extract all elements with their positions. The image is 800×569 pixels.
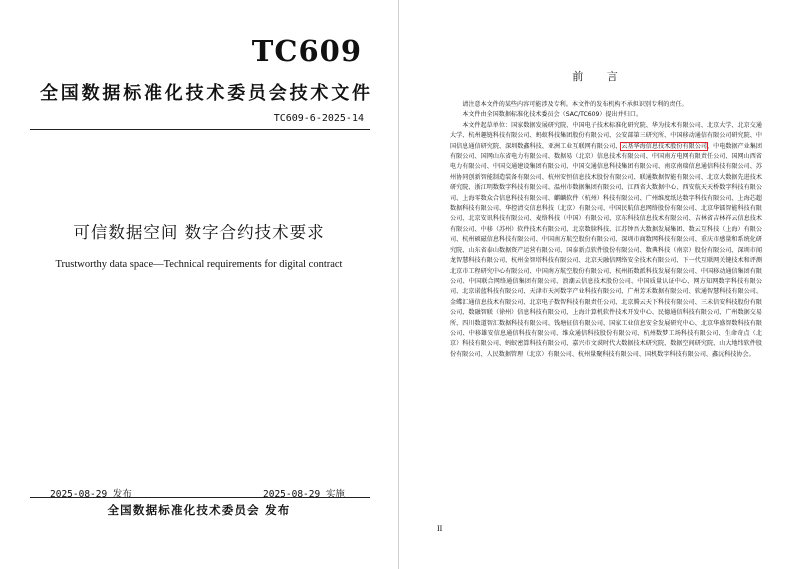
document-number: TC609-6-2025-14	[273, 113, 364, 124]
document-title-english: Trustworthy data space—Technical requirements for digital contract	[55, 259, 343, 270]
page-number: II	[437, 524, 443, 533]
drafting-units-after: 、中电数据产业集团有限公司、国网山东省电力有限公司、数据易（北京）信息技术有限公司、中国南方电网有限责任公司、国网山西省电力有限公司、中国交通建设集团有限公司、中国交通信息科技集团有限公司、南京南瑞信息通信科技有限公司、苏州协同创新智能制造装备有限公司、杭州安恒信息技术股份有限公司、联通数据智能有限公司、北京大数据先进技术研究院、浙江明数数字科技有限公司、温州市数据集团有限公司、江西省大数据中心、西安航天天桥数字科技有限公司、上海零数众合信息科技有限公司、麒麟软件（杭州）科技有限公司、广州维度纸达数字科技有限公司、上海芯超数据科技有限公司、华控清交信息科技（北京）有限公司、中国民航信息网络股份有限公司、北京华镭智能科技有限公司、北京安讯科技有限公司、麦络科技（中国）有限公司、京东科技信息技术有限公司、吉林省吉林祥云信息技术有限公司、中移（苏州）软件技术有限公司、北京数牍科技、江苏钟吾大数据发展集团、数云互科技（上海）有限公司、杭州硕磁信息科技有限公司、中国南方航空股份有限公司、深圳市商数网科技有限公司、重庆市感量和系统化研究院、山东省泰山数据资产运营有限公司、国泰新点软件股份有限公司、数典科技（南京）股份有限公司、深圳市闻龙智慧科技有限公司、杭州金智塔科技有限公司、北京天融信网络安全技术有限公司、下一代互联网关键技术和评测北京市工程研究中心有限公司、中国南方航空股份有限公司、杭州拓数派科技发展有限公司、中国移动通信集团有限公司、中国联合网络通信集团有限公司、浪潮云信息技术股份公司、中国质量认证中心、网方知网数字科技有限公司、北京诺蓝科技有限公司、天津市天河数字产业科技有限公司、广州芳禾数据有限公司、软通智慧科技有限公司、金蝶汇通信息技术有限公司、北京电子数智科技有限责任公司、北京腾云天下科技有限公司、三未信安科技股份有限公司、数融智联（徐州）信息科技有限公司、上海计算机软件技术开发中心、民德通信科技有限公司、广州数据交易所、四川数道智汇数据科技有限公司、钱塘征信有限公司、国家工业信息安全发展研究中心、北京华盛智数科技有限公司、中移雄安信息通信科技有限公司、维众通信科技股份有限公司、杭州数梦工场科技有限公司、生命奇点（北京）科技有限公司、蚂蚁密算科技有限公司、嘉兴市文谟时代大数据技术研究院、数据空间研究院、山大地纬软件股份有限公司、人民数据管理（北京）有限公司、杭州量聚科技有限公司、国机数字科技有限公司、鑫沅科技协会。	[450, 142, 763, 358]
foreword-body	[450, 100, 762, 360]
publisher-footer: 全国数据标准化技术委员会 发布	[107, 503, 291, 517]
publish-date: 2025-08-29 发布	[50, 489, 132, 500]
proposal-notice: 本文件由全国数据标准化技术委员会（SAC/TC609）提出并归口。	[462, 111, 643, 119]
highlighted-organization: 云基华海信息技术股份有限公司	[621, 142, 707, 150]
foreword-page	[400, 0, 800, 569]
implement-date: 2025-08-29 实施	[263, 489, 345, 500]
foreword-heading: 前 言	[572, 70, 628, 83]
top-rule-divider	[30, 129, 370, 130]
document-title-chinese: 可信数据空间 数字合约技术要求	[73, 223, 325, 242]
cover-page	[0, 0, 399, 569]
patent-notice: 请注意本文件的某些内容可能涉及专利。本文件的发布机构不承担识别专利的责任。	[462, 101, 688, 108]
standard-code: TC609	[251, 34, 362, 68]
drafting-units	[450, 121, 762, 360]
drafting-units-before: 本文件起草单位：国家数据发展研究院、中国电子技术标准化研究院、华为技术有限公司、北京大学、北京交通大学、杭州趣链科技有限公司、蚂蚁科技集团股份有限公司、公安部第三研究所、中国移动通信有限公司研究院、中国信息通信研究院、深圳数鑫科技、亚洲工业互联网有限公司、	[450, 121, 762, 150]
bottom-rule-divider	[30, 497, 370, 498]
committee-title: 全国数据标准化技术委员会技术文件	[40, 83, 373, 104]
